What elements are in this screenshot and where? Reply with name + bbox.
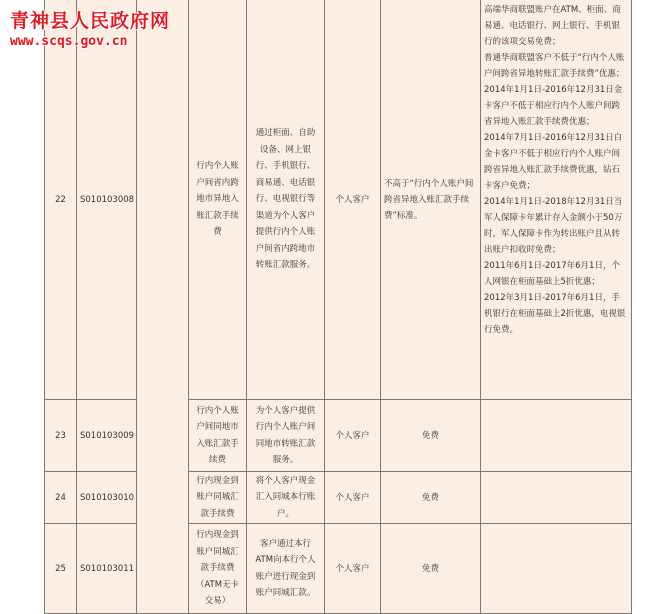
row-number: 25 — [45, 524, 77, 614]
fee-name-text: 行内现金到账户同城汇款手续费（ATM无卡交易） — [195, 530, 240, 607]
service-content-text: 通过柜面、自助设备、网上银行、手机银行、商易通、电话银行、电视银行等渠道为个人客户提供行内个人账户间省内跨地市转账汇款服务。 — [255, 128, 316, 271]
condition-item: 2011年6月1日-2017年6月1日，个人网银在柜面基础上5折优惠； — [484, 261, 620, 287]
service-object: 个人客户 — [325, 472, 381, 524]
preferential-conditions — [481, 524, 632, 614]
fee-standard: 不高于“行内个人账户间跨省异地入账汇款手续费”标准。 — [381, 0, 481, 400]
fee-name-text: 行内个人账户间同地市入账汇款手续费 — [196, 405, 239, 465]
fee-code: S010103009 — [77, 400, 137, 472]
fee-standard: 免费 — [381, 400, 481, 472]
fee-code: S010103008 — [77, 0, 137, 400]
fee-table — [44, 0, 632, 614]
preferential-conditions — [481, 400, 632, 472]
service-content — [247, 524, 325, 614]
fee-standard: 免费 — [381, 472, 481, 524]
condition-item: 2014年7月1日-2016年12月31日白金卡客户不低于相应行内个人账户间跨省异地入账汇款手续费优惠，钻石卡客户免费； — [484, 133, 623, 191]
watermark-title: 青神县人民政府网 — [10, 10, 171, 32]
fee-name — [189, 0, 247, 400]
fee-name — [189, 400, 247, 472]
service-object: 个人客户 — [325, 524, 381, 614]
service-object: 个人客户 — [325, 0, 381, 400]
fee-name — [189, 472, 247, 524]
table-row — [45, 400, 632, 472]
fee-name — [189, 524, 247, 614]
fee-name-text: 行内个人账户间省内跨地市异地入账汇款手续费 — [196, 161, 239, 238]
service-content-text: 为个人客户提供行内个人账户间同地市转账汇款服务。 — [255, 405, 316, 465]
fee-code: S010103010 — [77, 472, 137, 524]
condition-item: 2014年1月1日-2018年12月31日当军人保障卡年累计存入金额小于50万时，军人保障卡作为转出账户且从转出账户扣收时免费； — [484, 197, 623, 255]
preferential-conditions — [481, 0, 632, 400]
spacer-cell — [137, 0, 189, 614]
condition-item: 2012年3月1日-2017年6月1日，手机银行在柜面基础上2折优惠，电视银行免费。 — [484, 293, 626, 335]
row-number: 23 — [45, 400, 77, 472]
watermark-url: www.scqs.gov.cn — [10, 34, 128, 49]
table-row — [45, 524, 632, 614]
service-content — [247, 472, 325, 524]
fee-code: S010103011 — [77, 524, 137, 614]
service-content — [247, 400, 325, 472]
table-row — [45, 0, 632, 400]
row-number: 24 — [45, 472, 77, 524]
service-object: 个人客户 — [325, 400, 381, 472]
condition-item: 普通华商联盟客户不低于“行内个人账户间跨省异地转账汇款手续费”优惠； — [484, 53, 625, 79]
fee-name-text: 行内现金到账户同城汇款手续费 — [196, 475, 239, 519]
service-content-text: 将个人客户现金汇入同城本行账户。 — [255, 475, 316, 519]
condition-item: 2014年1月1日-2016年12月31日金卡客户不低于相应行内个人账户间跨省异地入账汇款手续费优惠； — [484, 85, 623, 127]
table-row — [45, 472, 632, 524]
service-content — [247, 0, 325, 400]
condition-item: 高端华商联盟账户在ATM、柜面、商易通、电话银行、网上银行、手机银行的该项交易免费； — [484, 5, 621, 47]
fee-standard: 免费 — [381, 524, 481, 614]
service-content-text: 客户通过本行ATM向本行个人账户进行现金到账户同城汇款。 — [255, 538, 316, 598]
preferential-conditions — [481, 472, 632, 524]
row-number: 22 — [45, 0, 77, 400]
